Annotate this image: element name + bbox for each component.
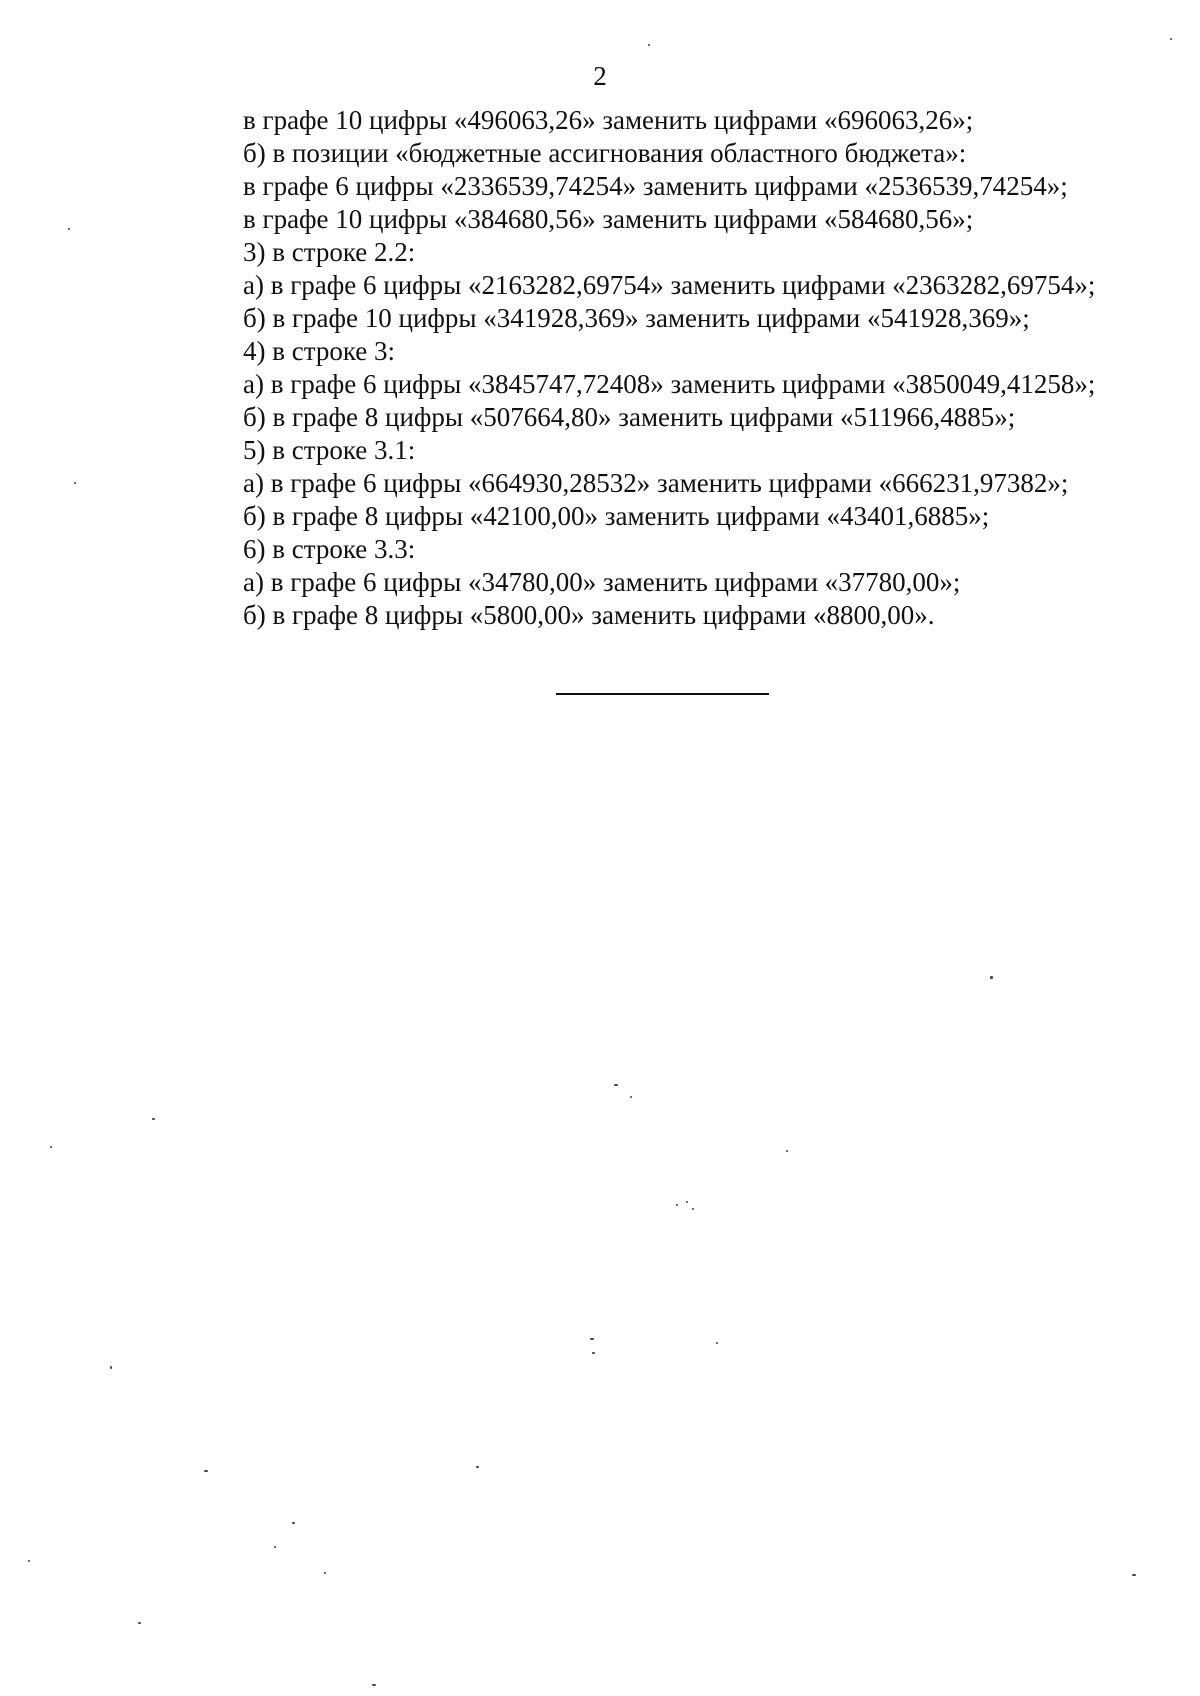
scan-speck bbox=[204, 1470, 208, 1472]
text-line: б) в графе 8 цифры «42100,00» заменить цифрами «43401,6885»; bbox=[243, 501, 990, 531]
text-line: в графе 10 цифры «384680,56» заменить цифрами «584680,56»; bbox=[243, 204, 974, 234]
scan-speck bbox=[686, 1201, 688, 1203]
scan-speck bbox=[292, 1522, 295, 1524]
scan-speck bbox=[152, 1118, 155, 1120]
text-line: б) в графе 8 цифры «5800,00» заменить цифрами «8800,00». bbox=[243, 600, 935, 630]
scan-speck bbox=[786, 1150, 788, 1152]
scan-speck bbox=[476, 1466, 479, 1468]
scan-speck bbox=[648, 44, 650, 46]
scan-speck bbox=[676, 1204, 678, 1206]
scan-speck bbox=[1132, 1574, 1136, 1576]
text-line: а) в графе 6 цифры «34780,00» заменить цифрами «37780,00»; bbox=[243, 567, 961, 597]
text-line: б) в графе 10 цифры «341928,369» заменить цифрами «541928,369»; bbox=[243, 303, 1030, 333]
scan-speck bbox=[630, 1096, 632, 1098]
scan-speck bbox=[74, 482, 76, 484]
text-line: б) в позиции «бюджетные ассигнования областного бюджета»: bbox=[243, 138, 967, 168]
page-number: 2 bbox=[593, 61, 607, 91]
scan-speck bbox=[110, 1366, 112, 1369]
text-line: в графе 6 цифры «2336539,74254» заменить цифрами «2536539,74254»; bbox=[243, 171, 1068, 201]
text-line: 4) в строке 3: bbox=[243, 336, 396, 366]
scan-speck bbox=[614, 1084, 618, 1086]
text-line: 6) в строке 3.3: bbox=[243, 534, 416, 564]
text-line: а) в графе 6 цифры «664930,28532» заменить цифрами «666231,97382»; bbox=[243, 468, 1069, 498]
text-line: а) в графе 6 цифры «2163282,69754» заменить цифрами «2363282,69754»; bbox=[243, 270, 1096, 300]
scan-speck bbox=[274, 1546, 276, 1548]
scan-speck bbox=[138, 1622, 141, 1624]
scan-speck bbox=[324, 1572, 326, 1574]
scan-speck bbox=[50, 1146, 52, 1148]
text-line: 3) в строке 2.2: bbox=[243, 237, 416, 267]
text-line: 5) в строке 3.1: bbox=[243, 435, 416, 465]
text-line: в графе 10 цифры «496063,26» заменить цифрами «696063,26»; bbox=[243, 105, 974, 135]
end-of-text-divider bbox=[556, 693, 769, 695]
scan-speck bbox=[692, 1208, 694, 1210]
scan-speck bbox=[28, 1560, 30, 1562]
text-line: а) в графе 6 цифры «3845747,72408» заменить цифрами «3850049,41258»; bbox=[243, 369, 1096, 399]
scan-speck bbox=[716, 1342, 718, 1344]
scan-speck bbox=[990, 976, 993, 979]
scan-speck bbox=[372, 1684, 376, 1686]
scan-speck bbox=[592, 1352, 595, 1354]
amendment-text bbox=[243, 104, 1163, 632]
scan-speck bbox=[1170, 38, 1172, 40]
text-line: б) в графе 8 цифры «507664,80» заменить цифрами «511966,4885»; bbox=[243, 402, 1016, 432]
scan-speck bbox=[590, 1338, 594, 1340]
scan-speck bbox=[68, 228, 70, 230]
